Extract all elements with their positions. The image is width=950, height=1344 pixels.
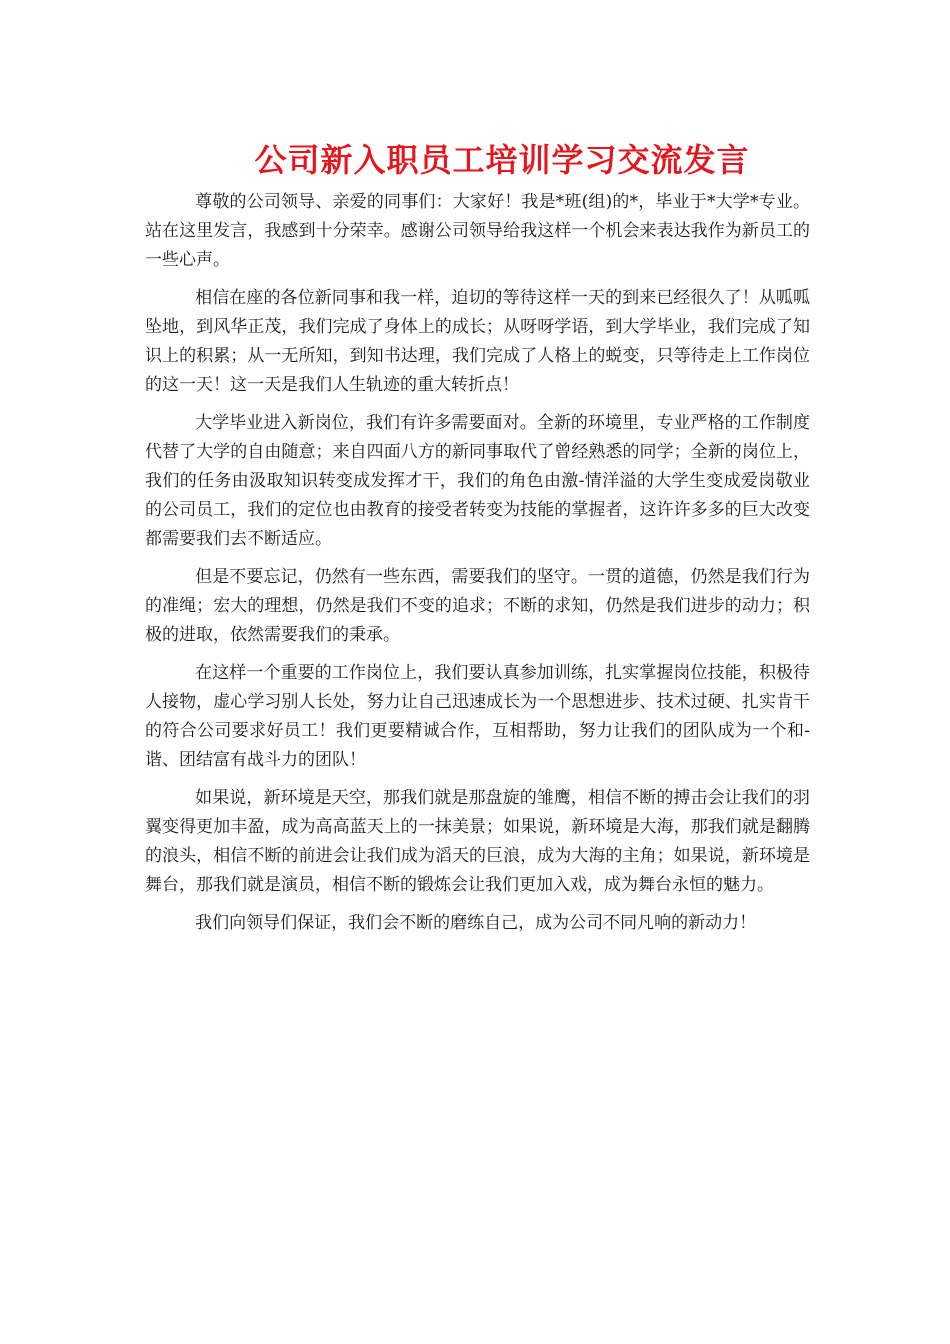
paragraph: 相信在座的各位新同事和我一样，迫切的等待这样一天的到来已经很久了！从呱呱坠地，到风华正茂，我们完成了身体上的成长；从呀呀学语，到大学毕业，我们完成了知识上的积累；从一无所知，到知书达理，我们完成了人格上的蜕变，只等待走上工作岗位的这一天！这一天是我们人生轨迹的重大转折点！ xyxy=(145,288,810,395)
document-title: 公司新入职员工培训学习交流发言 xyxy=(254,141,750,179)
paragraph: 在这样一个重要的工作岗位上，我们要认真参加训练，扎实掌握岗位技能，积极待人接物，虚心学习别人长处，努力让自己迅速成长为一个思想进步、技术过硬、扎实肯干的符合公司要求好员工！我们更要精诚合作，互相帮助，努力让我们的团队成为一个和-谐、团结富有战斗力的团队！ xyxy=(145,663,810,770)
paragraph: 尊敬的公司领导、亲爱的同事们：大家好！我是*班(组)的*，毕业于*大学*专业。站在这里发言，我感到十分荣幸。感谢公司领导给我这样一个机会来表达我作为新员工的一些心声。 xyxy=(145,192,810,270)
paragraph: 但是不要忘记，仍然有一些东西，需要我们的坚守。一贯的道德，仍然是我们行为的准绳；宏大的理想，仍然是我们不变的追求；不断的求知，仍然是我们进步的动力；积极的进取，依然需要我们的秉承。 xyxy=(145,567,810,645)
paragraph: 大学毕业进入新岗位，我们有许多需要面对。全新的环境里，专业严格的工作制度代替了大学的自由随意；来自四面八方的新同事取代了曾经熟悉的同学；全新的岗位上，我们的任务由汲取知识转变成发挥才干，我们的角色由激-情洋溢的大学生变成爱岗敬业的公司员工，我们的定位也由教育的接受者转变为技能的掌握者，这许许多多的巨大改变都需要我们去不断适应。 xyxy=(145,413,810,549)
document-body xyxy=(145,188,810,947)
paragraph: 如果说，新环境是天空，那我们就是那盘旋的雏鹰，相信不断的搏击会让我们的羽翼变得更加丰盈，成为高高蓝天上的一抹美景；如果说，新环境是大海，那我们就是翻腾的浪头，相信不断的前进会让我们成为滔天的巨浪，成为大海的主角；如果说，新环境是舞台，那我们就是演员，相信不断的锻炼会让我们更加入戏，成为舞台永恒的魅力。 xyxy=(145,788,810,895)
paragraph: 我们向领导们保证，我们会不断的磨练自己，成为公司不同凡响的新动力！ xyxy=(195,913,757,933)
